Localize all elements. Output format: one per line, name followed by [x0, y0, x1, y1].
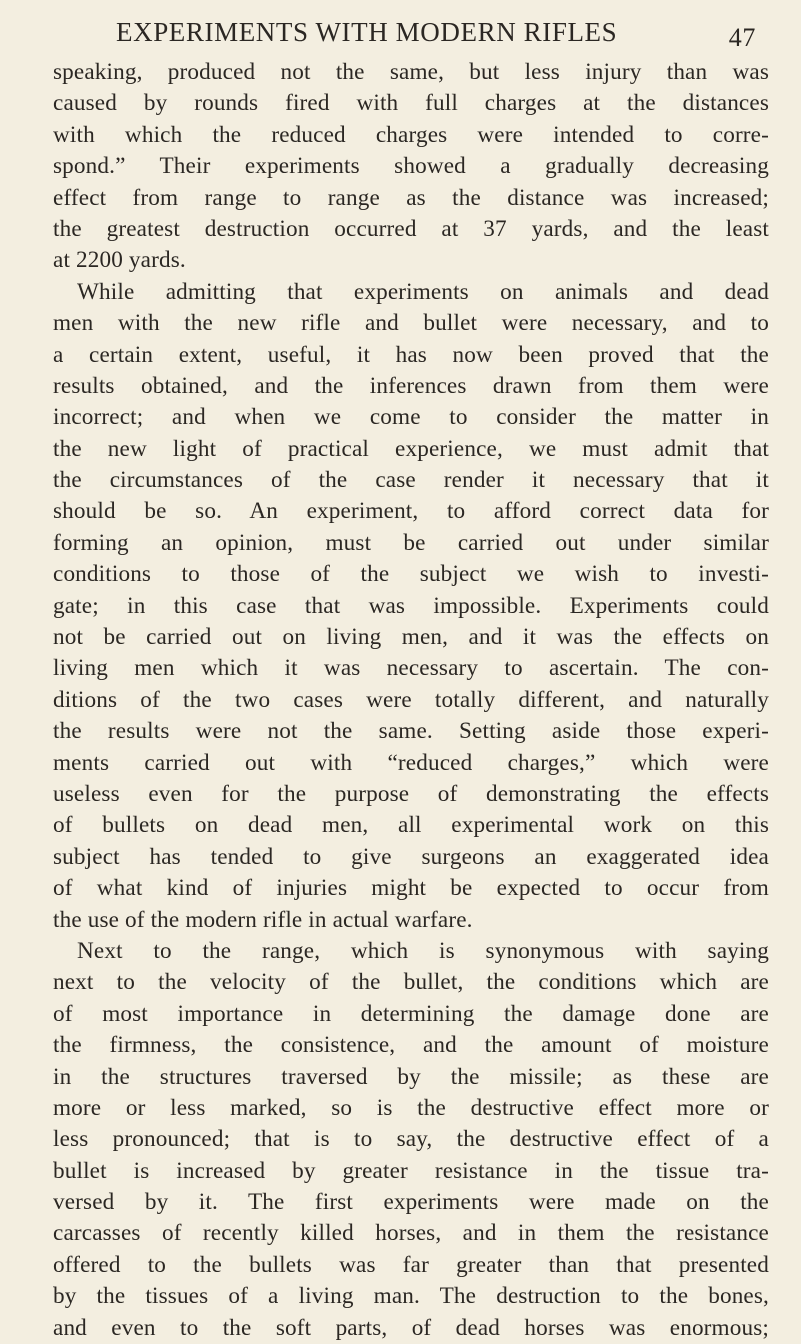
text-line: of most importance in determining the damage done are — [53, 1000, 769, 1027]
text-line: the new light of practical experience, we must admit that — [53, 435, 769, 462]
text-line: less pronounced; that is to say, the destructive effect of a — [53, 1126, 769, 1153]
text-line: at 2200 yards. — [53, 247, 186, 274]
text-line: useless even for the purpose of demonstrating the effects — [53, 780, 769, 807]
text-line: versed by it. The first experiments were made on the — [53, 1189, 769, 1216]
page-number: 47 — [728, 23, 756, 52]
text-line: carcasses of recently killed horses, and in them the resistance — [53, 1220, 769, 1247]
text-line: results obtained, and the inferences drawn from them were — [53, 372, 769, 399]
text-line: in the structures traversed by the missile; as these are — [53, 1063, 769, 1090]
text-line: should be so. An experiment, to afford correct data for — [53, 498, 769, 525]
text-line: ments carried out with “reduced charges,” which were — [53, 749, 769, 776]
text-line: ditions of the two cases were totally different, and naturally — [53, 686, 769, 713]
text-line: a certain extent, useful, it has now been proved that the — [53, 341, 769, 368]
text-line: and even to the soft parts, of dead horses was enormous; — [53, 1314, 769, 1341]
text-line: more or less marked, so is the destructive effect more or — [53, 1094, 769, 1121]
text-line: gate; in this case that was impossible. Experiments could — [53, 592, 769, 619]
paragraph-start: Next to the range, which is synonymous with saying — [77, 937, 769, 964]
text-line: the results were not the same. Setting aside those experi- — [53, 718, 769, 745]
body-text — [53, 57, 769, 1344]
running-head-title: EXPERIMENTS WITH MODERN RIFLES — [116, 17, 618, 47]
text-line: speaking, produced not the same, but less injury than was — [53, 59, 769, 85]
text-line: the use of the modern rifle in actual warfare. — [53, 906, 473, 933]
text-line: offered to the bullets was far greater than that presented — [53, 1251, 769, 1278]
text-line: by the tissues of a living man. The destruction to the bones, — [53, 1283, 769, 1310]
text-line: of what kind of injuries might be expected to occur from — [53, 875, 769, 902]
text-line: bullet is increased by greater resistance in the tissue tra- — [53, 1157, 769, 1184]
text-line: caused by rounds fired with full charges at the distances — [53, 90, 769, 117]
text-line: conditions to those of the subject we wish to investi- — [53, 561, 769, 588]
text-line: of bullets on dead men, all experimental work on this — [53, 812, 769, 839]
text-line: forming an opinion, must be carried out under similar — [53, 529, 769, 556]
running-head — [116, 10, 756, 54]
text-line: men with the new rifle and bullet were necessary, and to — [53, 310, 769, 337]
text-line: with which the reduced charges were intended to corre- — [53, 121, 769, 148]
text-line: not be carried out on living men, and it was the effects on — [53, 624, 769, 651]
paragraph-start: While admitting that experiments on animals and dead — [77, 278, 769, 305]
text-line: spond.” Their experiments showed a gradually decreasing — [53, 153, 769, 180]
text-line: effect from range to range as the distance was increased; — [53, 184, 769, 211]
text-line: the circumstances of the case render it necessary that it — [53, 467, 769, 494]
text-line: the greatest destruction occurred at 37 yards, and the least — [53, 215, 769, 242]
text-line: the firmness, the consistence, and the amount of moisture — [53, 1032, 769, 1059]
text-line: incorrect; and when we come to consider the matter in — [53, 404, 769, 431]
text-line: living men which it was necessary to ascertain. The con- — [53, 655, 769, 682]
text-line: subject has tended to give surgeons an exaggerated idea — [53, 843, 769, 870]
text-line: next to the velocity of the bullet, the conditions which are — [53, 969, 769, 996]
